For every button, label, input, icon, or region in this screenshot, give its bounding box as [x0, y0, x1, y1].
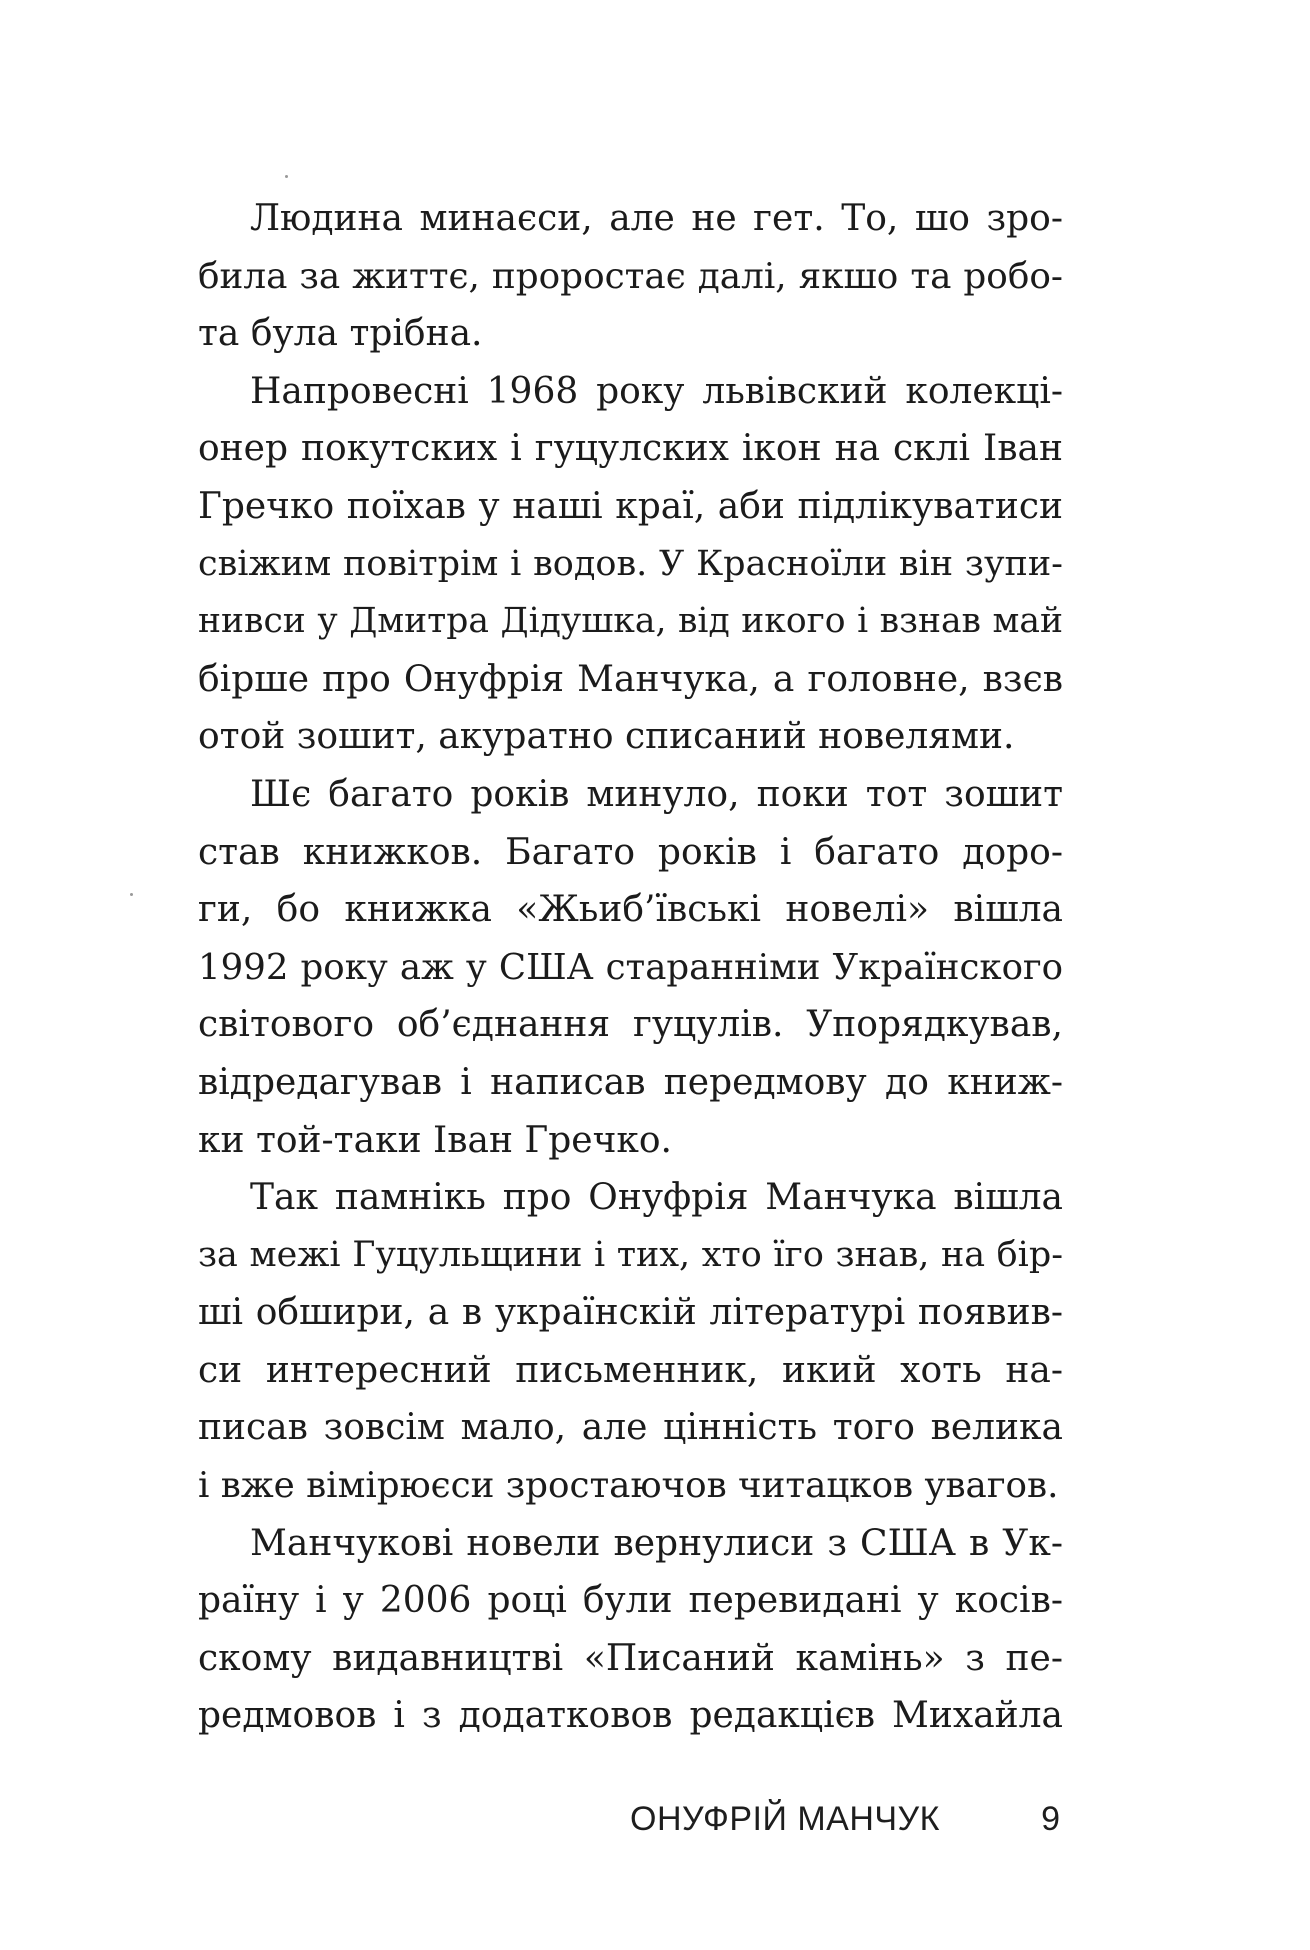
- text-line: Напровесні 1968 року львівский колекці-: [250, 370, 1063, 412]
- text-line: бірше про Онуфрія Манчука, а головне, взєв: [198, 658, 1063, 700]
- text-line: отой зошит, акуратно списаний новелями.: [198, 716, 1015, 758]
- page-number: 9: [1041, 1800, 1060, 1838]
- text-line: Людина минаєси, але не гет. То, шо зро-: [250, 198, 1063, 239]
- body-text: [198, 190, 1063, 1745]
- text-line: та була трібна.: [198, 313, 483, 355]
- text-line: била за життє, проростає далі, якшо та робо-: [198, 255, 1063, 297]
- text-line: си интересний письменник, икий хоть на-: [198, 1349, 1063, 1391]
- text-line: світового об’єднання гуцулів. Упорядкував,: [198, 1004, 1063, 1046]
- text-line: Шє багато років минуло, поки тот зошит: [250, 773, 1063, 815]
- text-line: і вже вімірюєси зростаючов читацков увагов.: [198, 1465, 1059, 1507]
- text-line: Гречко поїхав у наші краї, аби підлікуватиси: [198, 485, 1063, 527]
- text-line: ги, бо книжка «Жьиб’ївські новелі» вішла: [198, 889, 1063, 931]
- text-line: раїну і у 2006 році були перевидані у косів-: [198, 1580, 1063, 1622]
- text-line: Так памнікь про Онуфрія Манчука вішла: [250, 1177, 1063, 1219]
- text-line: за межі Гуцульщини і тих, хто їго знав, на бір-: [198, 1234, 1063, 1275]
- scan-speck: [285, 175, 288, 178]
- text-line: ки той-таки Іван Гречко.: [198, 1119, 672, 1161]
- text-line: скому видавництві «Писаний камінь» з пе-: [198, 1637, 1063, 1679]
- text-line: нивси у Дмитра Дідушка, від икого і взнав май: [198, 601, 1063, 642]
- text-line: свіжим повітрім і водов. У Красноїли він зупи-: [198, 543, 1063, 584]
- text-line: став книжков. Багато років і багато доро-: [198, 831, 1063, 873]
- running-footer: [630, 1800, 1060, 1850]
- text-line: редмовов і з додатковов редакцієв Михайла: [198, 1695, 1063, 1737]
- text-line: відредагував і написав передмову до книж-: [198, 1061, 1063, 1103]
- running-title: ОНУФРІЙ МАНЧУК: [630, 1800, 940, 1838]
- text-line: онер покутских і гуцулских ікон на склі Іван: [198, 428, 1063, 470]
- scan-speck: [130, 893, 133, 896]
- text-line: 1992 року аж у США старанніми Українского: [198, 946, 1063, 988]
- text-line: Манчукові новели вернулиси з США в Ук-: [250, 1522, 1063, 1564]
- text-line: писав зовсім мало, але цінність того велика: [198, 1407, 1063, 1449]
- text-line: ші обшири, а в українскій літературі появив-: [198, 1292, 1063, 1334]
